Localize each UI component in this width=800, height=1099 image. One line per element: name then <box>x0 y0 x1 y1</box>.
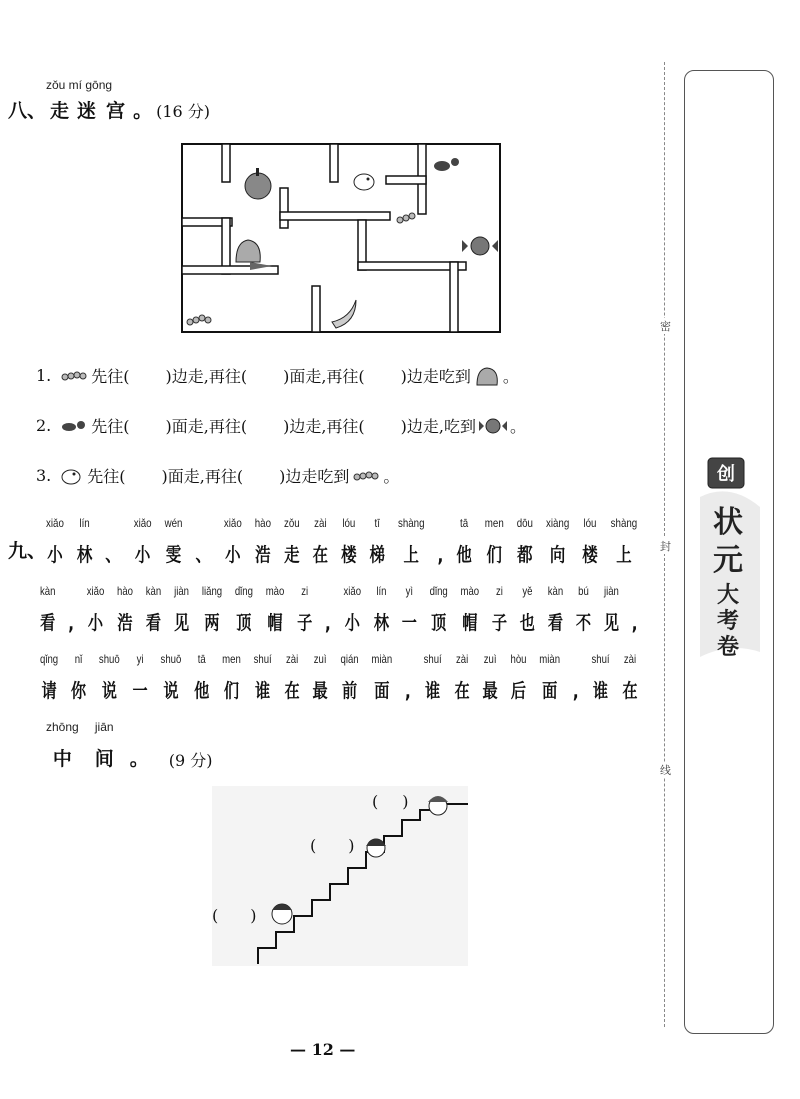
char-pair <box>424 652 442 703</box>
hanzi: 顶 <box>236 612 252 634</box>
question-2-text-c: )边走,再往( <box>283 417 365 436</box>
hanzi: 小 <box>87 612 104 634</box>
pinyin: kàn <box>145 584 162 598</box>
brand-logo <box>690 452 770 662</box>
hanzi: 楼 <box>582 544 598 566</box>
pinyin: shàng <box>610 516 638 530</box>
hanzi: 也 <box>519 612 535 634</box>
hanzi: 顶 <box>431 612 447 634</box>
char-pair <box>510 652 526 703</box>
pinyin: miàn <box>371 652 393 666</box>
pinyin: xiǎo <box>343 584 362 598</box>
pinyin: kàn <box>40 584 56 598</box>
char-pair <box>539 652 560 703</box>
char-pair <box>202 584 222 635</box>
pinyin: lóu <box>583 516 597 530</box>
pinyin: zuì <box>313 652 327 666</box>
char-pair <box>622 652 637 703</box>
pinyin: zǒu <box>283 516 300 530</box>
question-1 <box>36 364 519 387</box>
pinyin: qián <box>340 652 359 666</box>
question-1-number: 1. <box>36 366 52 385</box>
char-pair <box>174 584 189 635</box>
char-pair <box>235 584 253 635</box>
pinyin: hào <box>117 584 133 598</box>
seal-label-xian: 线 <box>660 764 671 777</box>
hanzi: , <box>631 613 638 635</box>
answer-paren-middle[interactable] <box>310 836 355 855</box>
answer-paren-top[interactable] <box>372 792 409 811</box>
stairs-figure <box>212 786 472 972</box>
question-1-text-c: )面走,再往( <box>283 367 365 386</box>
hanzi: , <box>324 613 331 635</box>
char-pair <box>71 652 86 703</box>
pinyin: shàng <box>397 516 425 530</box>
hanzi: 请 <box>41 680 57 702</box>
pinyin: nǐ <box>74 652 83 666</box>
pinyin: shuí <box>253 652 272 666</box>
char-pair <box>573 657 579 703</box>
hanzi: 一 <box>401 612 417 634</box>
hanzi: 、 <box>195 544 211 566</box>
pinyin: wén <box>164 516 183 530</box>
pinyin: dǐng <box>234 584 253 598</box>
pinyin: shuō <box>160 652 182 666</box>
pinyin: liǎng <box>201 584 223 598</box>
hanzi: 看 <box>40 612 56 634</box>
char-pair <box>520 584 535 635</box>
question-3-number: 3. <box>36 466 52 485</box>
hanzi: 浩 <box>255 544 271 566</box>
section8-heading <box>8 96 210 123</box>
pinyin: tā <box>460 516 469 530</box>
candy-icon <box>478 416 508 436</box>
hanzi: 向 <box>549 544 566 566</box>
hanzi: 两 <box>204 612 220 634</box>
char-pair <box>456 516 471 567</box>
hanzi: 在 <box>284 680 300 702</box>
hanzi: 在 <box>312 544 329 566</box>
hanzi: 前 <box>341 680 358 702</box>
char-pair <box>370 516 385 567</box>
hanzi: , <box>572 681 579 703</box>
hanzi: 后 <box>510 680 527 702</box>
svg-text:卷: 卷 <box>716 635 740 660</box>
svg-text:状: 状 <box>713 505 743 540</box>
hanzi: 林 <box>76 544 93 566</box>
pinyin: zài <box>285 652 299 666</box>
hanzi: 见 <box>173 612 190 634</box>
section9-score: (9 分) <box>168 751 213 770</box>
pinyin: xiǎo <box>46 516 64 530</box>
char-pair <box>312 652 327 703</box>
section9-line-2 <box>40 584 650 635</box>
char-pair <box>492 584 507 635</box>
paren-close-middle: ) <box>348 836 355 855</box>
hanzi: , <box>405 681 411 703</box>
char-pair <box>340 652 358 703</box>
pinyin: xiàng <box>545 516 570 530</box>
pinyin: zài <box>623 652 637 666</box>
svg-text:创: 创 <box>717 464 735 485</box>
pinyin: kàn <box>547 584 564 598</box>
child-bottom-icon <box>272 904 292 924</box>
char-pair <box>117 584 133 635</box>
section8-number: 八、 <box>8 100 47 122</box>
hanzi: 。 <box>129 748 149 770</box>
pinyin: shuō <box>98 652 120 666</box>
char-pair <box>576 584 591 635</box>
hanzi: 帽 <box>267 612 283 634</box>
char-pair <box>134 516 152 567</box>
hanzi: 雯 <box>165 544 182 566</box>
char-pair <box>99 652 120 703</box>
hanzi: 谁 <box>255 680 271 702</box>
char-pair <box>130 720 149 771</box>
section8-pinyin: zǒu mí gōng <box>46 78 113 92</box>
hanzi: 看 <box>547 612 564 634</box>
section9-number: 九、 <box>8 540 47 562</box>
char-pair <box>254 652 272 703</box>
section8-title-3: 宫 <box>106 100 126 122</box>
pinyin: mào <box>460 584 480 598</box>
char-pair <box>284 516 300 567</box>
hanzi: 子 <box>297 612 313 634</box>
hanzi: 小 <box>225 544 241 566</box>
char-pair <box>582 516 597 567</box>
char-pair <box>604 584 619 635</box>
hanzi: 上 <box>616 544 632 566</box>
hanzi: 们 <box>486 544 502 566</box>
char-pair <box>611 516 638 567</box>
section9-line-3 <box>40 652 650 703</box>
ant-icon <box>59 417 89 435</box>
hanzi: 小 <box>47 544 63 566</box>
char-pair <box>40 652 58 703</box>
char-pair <box>548 584 563 635</box>
hanzi: 说 <box>163 680 179 702</box>
chick-icon <box>354 174 374 190</box>
pinyin: hào <box>254 516 271 530</box>
pinyin: qǐng <box>40 652 59 666</box>
pinyin: dōu <box>516 516 533 530</box>
pinyin: shuí <box>591 652 610 666</box>
pinyin: yi <box>136 652 144 666</box>
hanzi: 在 <box>454 680 470 702</box>
hanzi: 中 <box>52 748 72 770</box>
caterpillar-icon <box>351 468 381 484</box>
section9-line-4 <box>46 720 213 771</box>
hanzi: 他 <box>456 544 472 566</box>
pinyin: zi <box>496 584 503 598</box>
hanzi: 走 <box>284 544 300 566</box>
char-pair <box>40 584 55 635</box>
pinyin: jiàn <box>603 584 619 598</box>
section8-score: (16 分) <box>156 102 211 121</box>
hanzi: 谁 <box>592 680 609 702</box>
hanzi: 见 <box>603 612 620 634</box>
char-pair <box>517 516 533 567</box>
char-pair <box>224 516 242 567</box>
pinyin: miàn <box>539 652 561 666</box>
question-2-number: 2. <box>36 416 52 435</box>
char-pair <box>133 652 148 703</box>
char-pair <box>195 516 210 567</box>
pinyin: men <box>484 516 504 530</box>
hanzi: 们 <box>223 680 240 702</box>
char-pair <box>405 657 411 703</box>
hanzi: 看 <box>145 612 162 634</box>
hanzi: 子 <box>491 612 508 634</box>
pinyin: tī <box>374 516 380 530</box>
seal-label-feng: 封 <box>660 540 671 553</box>
svg-text:元: 元 <box>713 543 743 578</box>
char-pair <box>591 652 609 703</box>
pinyin: xiǎo <box>86 584 105 598</box>
char-pair <box>46 720 79 771</box>
char-pair <box>371 652 392 703</box>
char-pair <box>485 516 504 567</box>
hanzi: , <box>437 545 444 567</box>
hanzi: 林 <box>373 612 389 634</box>
char-pair <box>194 652 209 703</box>
hanzi: 、 <box>105 544 121 566</box>
pinyin: xiǎo <box>223 516 242 530</box>
section8-title-2: 迷 <box>77 100 97 122</box>
hanzi: 都 <box>517 544 533 566</box>
char-pair <box>165 516 183 567</box>
question-3-text-c: )边走吃到 <box>279 467 350 486</box>
chick-icon <box>59 466 85 486</box>
question-2-text-d: )边走,吃到 <box>400 417 477 436</box>
pinyin: hòu <box>510 652 527 666</box>
hanzi: , <box>68 613 74 635</box>
char-pair <box>430 584 448 635</box>
peach-icon <box>473 365 501 387</box>
child-middle-icon <box>366 839 386 857</box>
pinyin: jiàn <box>174 584 189 598</box>
question-3-text-b: )面走,再往( <box>161 467 244 486</box>
pinyin: men <box>222 652 241 666</box>
char-pair <box>438 521 444 567</box>
pinyin: shuí <box>423 652 442 666</box>
svg-text:考: 考 <box>716 609 740 634</box>
section8-title-1: 走 <box>50 100 74 122</box>
svg-text:大: 大 <box>716 583 740 608</box>
hanzi: 小 <box>134 544 151 566</box>
char-pair <box>87 584 105 635</box>
char-pair <box>344 584 362 635</box>
char-pair <box>455 652 470 703</box>
question-1-end: 。 <box>502 367 519 386</box>
question-2-text-b: )面走,再往( <box>165 417 248 436</box>
char-pair <box>402 584 417 635</box>
char-pair <box>266 584 285 635</box>
hanzi: 一 <box>132 680 148 702</box>
section8-end: 。 <box>133 100 153 122</box>
char-pair <box>285 652 300 703</box>
page-number: — 12 — <box>290 1040 356 1059</box>
char-pair <box>105 516 120 567</box>
pinyin: xiǎo <box>133 516 152 530</box>
hanzi: 最 <box>312 680 328 702</box>
hanzi: 面 <box>374 680 390 702</box>
paren-close-bottom: ) <box>250 906 257 925</box>
paren-close-top: ) <box>402 792 409 811</box>
char-pair <box>325 589 331 635</box>
pinyin: lín <box>376 584 387 598</box>
char-pair <box>297 584 312 635</box>
question-1-text-b: )边走,再往( <box>165 367 248 386</box>
answer-paren-bottom[interactable] <box>212 906 257 925</box>
section9-line-4-chars <box>46 720 165 771</box>
hanzi: 浩 <box>117 612 133 634</box>
char-pair <box>482 652 497 703</box>
pinyin: lín <box>79 516 90 530</box>
paren-open-middle: ( <box>310 836 317 855</box>
char-pair <box>398 516 425 567</box>
hanzi: 小 <box>344 612 360 634</box>
char-pair <box>341 516 356 567</box>
char-pair <box>95 720 114 771</box>
caterpillar-icon <box>59 368 89 384</box>
section9-line-1 <box>46 516 650 567</box>
hanzi: 你 <box>70 680 87 702</box>
pinyin: mào <box>265 584 285 598</box>
char-pair <box>461 584 480 635</box>
question-3 <box>36 464 399 487</box>
question-2 <box>36 414 526 437</box>
question-3-end: 。 <box>383 467 400 486</box>
hanzi: 不 <box>575 612 592 634</box>
pinyin: zuì <box>483 652 497 666</box>
char-pair <box>77 516 92 567</box>
hanzi: 最 <box>482 680 498 702</box>
hanzi: 他 <box>194 680 210 702</box>
char-pair <box>222 652 241 703</box>
hanzi: 楼 <box>341 544 357 566</box>
hanzi: 面 <box>542 680 558 702</box>
hanzi: 帽 <box>462 612 478 634</box>
char-pair <box>632 589 638 635</box>
hanzi: 上 <box>403 544 419 566</box>
question-3-text-a: 先往( <box>87 467 126 486</box>
char-pair <box>546 516 569 567</box>
pinyin: dǐng <box>429 584 448 598</box>
char-pair <box>161 652 182 703</box>
char-pair <box>374 584 389 635</box>
maze-figure <box>180 142 504 340</box>
question-2-end: 。 <box>510 417 527 436</box>
pinyin: zài <box>314 516 327 530</box>
char-pair <box>68 589 74 635</box>
pinyin: yě <box>522 584 533 598</box>
pinyin: bú <box>578 584 589 598</box>
hanzi: 在 <box>622 680 638 702</box>
pinyin: zi <box>301 584 309 598</box>
seal-label-mi: 密 <box>660 320 671 333</box>
question-2-text-a: 先往( <box>91 417 130 436</box>
pinyin: zhōng <box>46 720 79 734</box>
pinyin: tā <box>197 652 206 666</box>
paren-open-top: ( <box>372 792 379 811</box>
char-pair <box>146 584 161 635</box>
hanzi: 谁 <box>425 680 441 702</box>
char-pair <box>313 516 328 567</box>
pinyin: zài <box>455 652 469 666</box>
char-pair <box>255 516 271 567</box>
hanzi: 间 <box>94 748 114 770</box>
question-1-text-a: 先往( <box>91 367 130 386</box>
char-pair <box>46 516 64 567</box>
paren-open-bottom: ( <box>212 906 219 925</box>
hanzi: 梯 <box>369 544 385 566</box>
pinyin: lóu <box>342 516 356 530</box>
pinyin: yì <box>405 584 414 598</box>
question-1-text-d: )边走吃到 <box>400 367 471 386</box>
hanzi: 说 <box>101 680 117 702</box>
pinyin: jiān <box>94 720 114 734</box>
